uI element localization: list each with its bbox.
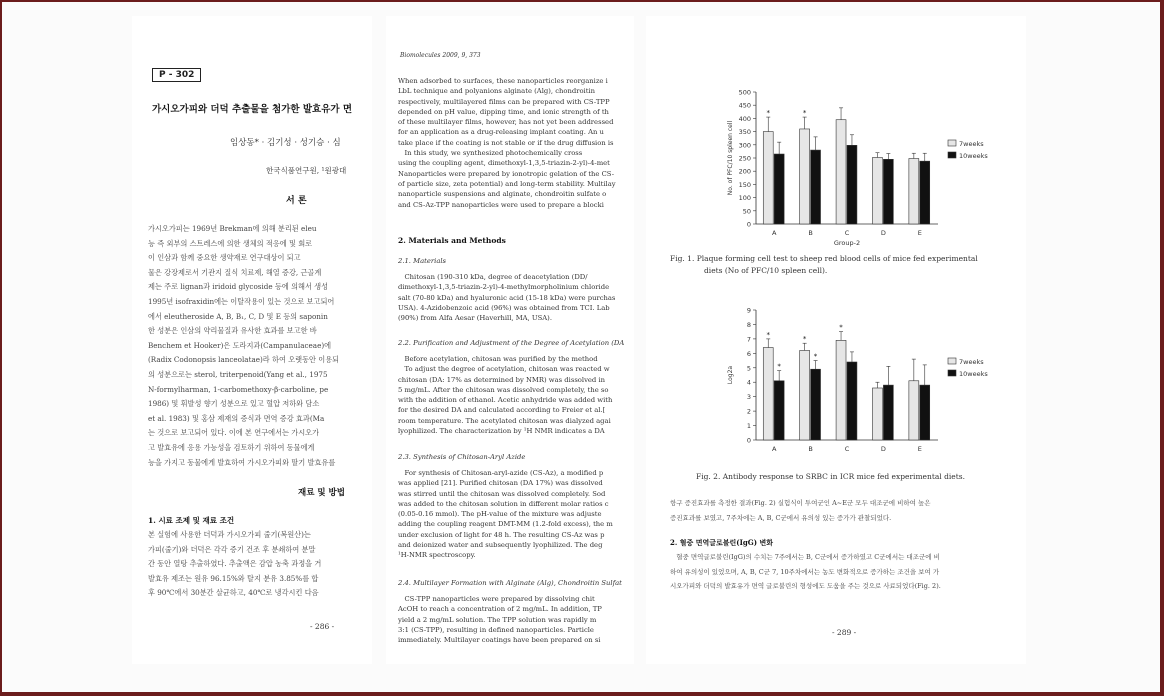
y-tick-label: 4 <box>746 378 751 387</box>
methods-heading: 2. Materials and Methods <box>398 236 506 245</box>
y-tick-label: 400 <box>738 114 751 123</box>
y-tick-label: 8 <box>746 320 751 329</box>
methods-subheading: 1. 시료 조제 및 재료 조건 <box>148 516 235 525</box>
y-tick-label: 6 <box>746 349 751 358</box>
x-tick-label: D <box>880 229 886 237</box>
significance-mark: * <box>802 109 807 118</box>
y-tick-label: 250 <box>738 154 751 163</box>
bar-10weeks <box>774 154 784 224</box>
right-page <box>646 16 1026 664</box>
bar-10weeks <box>920 385 930 440</box>
legend-label: 10weeks <box>959 152 988 160</box>
methods-heading: 재료 및 방법 <box>298 488 345 498</box>
legend-label: 10weeks <box>959 370 988 378</box>
legend-swatch-10weeks <box>948 152 956 158</box>
legend-swatch-10weeks <box>948 370 956 376</box>
significance-mark: * <box>766 330 770 339</box>
bar-10weeks <box>883 159 893 224</box>
y-tick-label: 50 <box>742 207 751 216</box>
fig1-chart <box>716 84 1006 249</box>
intro-paragraph: When adsorbed to surfaces, these nanoparticles reorganize i LbL technique and polyanions alginate (Alg), chondroitin respectively, multilayered films can be prepared with CS-TPP depended on pH value, dipping time, and ionic strength of th of these multilayer films, however, has not yet been addressed for an application as a drug-releasing implant coating. An u take place if the coating is not stable or if the drug diffusion is In this study, we synthesized photochemically cross using the coupling agent, dimethoxyl-1,3,5-triazin-2-yl)-4-met Nanoparticles were prepared by ionotropic gelation of the CS- of particle size, zeta potential) and long-term stability. Multilay nanoparticle suspensions and alginate, chondroitin sulfate o and CS-Az-TPP nanoparticles were used to prepare a blocki <box>398 77 616 209</box>
significance-mark: * <box>766 109 770 118</box>
x-tick-label: A <box>771 445 777 453</box>
legend-swatch-7weeks <box>948 140 956 146</box>
y-tick-label: 7 <box>746 335 751 344</box>
bar-7weeks <box>763 132 773 224</box>
authors: 임상동* · 김기성 · 성기승 · 심 <box>230 138 341 148</box>
bar-7weeks <box>763 348 773 440</box>
left-page <box>132 16 372 664</box>
bar-7weeks <box>872 388 882 440</box>
fig2-chart <box>716 302 1006 462</box>
right-page-number: - 289 - <box>832 628 857 637</box>
section-2-4-title: 2.4. Multilayer Formation with Alginate (Alg), Chondroitin Sulfat <box>398 579 622 587</box>
bar-7weeks <box>836 120 846 224</box>
x-tick-label: A <box>771 229 777 237</box>
x-tick-label: B <box>808 229 813 237</box>
y-tick-label: 150 <box>738 180 751 189</box>
methods-text: 본 실험에 사용한 더덕과 가시오가피 줄기(복원산)는 가피(줄기)와 더덕은 각각 증기 건조 후 분쇄하여 분말 간 동안 열탕 추출하였다. 추출액은 감압 농축 과정을 거 발효유 제조는 원유 96.15%와 탈지 분유 3.85%를 합 후 90℃에서 30분간 살균하고, 40℃로 냉각시킨 다음 <box>148 530 322 598</box>
y-tick-label: 350 <box>738 128 751 137</box>
section-2-3-title: 2.3. Synthesis of Chitosan-Aryl Azide <box>398 453 526 461</box>
bar-10weeks <box>847 145 857 224</box>
bar-7weeks <box>872 157 882 224</box>
bar-7weeks <box>836 340 846 440</box>
y-axis-label: No. of PFC/10 spleen cell <box>727 120 734 196</box>
igg-subheading: 2. 혈중 면역글로불린(IgG) 변화 <box>670 538 774 547</box>
section-2-4-text: CS-TPP nanoparticles were prepared by dissolving chit AcOH to reach a concentration of 2 mg/mL. In addition, TP yield a 2 mg/mL solution. The TPP solution was rapidly m 3:1 (CS-TPP), resulting in defined nanoparticles. Particle immediately. Multilayer coatings have been prepared on si <box>398 595 602 645</box>
section-2-2-title: 2.2. Purification and Adjustment of the Degree of Acetylation (DA <box>398 339 625 347</box>
intro-text: 가시오가피는 1969년 Brekman에 의해 분리된 eleu 능 즉 외부의 스트레스에 의한 생체의 적응에 및 회로 이 인삼과 함께 중요한 생약재로 연구대상이 되고 물은 강장제로서 기관지 질식 치료제, 해열 증강, 근골계 제는 주로 lignan과 iridoid glycoside 등에 의해서 생성 1995년 isofraxidin에는 이탈작용이 있는 것으로 보고되어 에서 eleutheroside A, B, B₁, C, D 및 E 등의 saponin 한 성분은 인삼의 약리물질과 유사한 효과를 보고한 바 Benchem et Hooker)은 도라지과(Campanulaceae)에 (Radix Codonopsis lanceolatae)라 하여 오랫동안 이용되 의 성분으로는 sterol, triterpenoid(Yang et al., 1975 N-formylharman, 1-carbomethoxy-β-carboline, pe 1986) 및 휘발성 향기 성분으로 있고 혈압 저하와 담소 et al. 1983) 및 홍삼 제재의 증식과 면역 증강 효과(Ma 는 것으로 보고되어 있다. 이에 본 연구에서는 가시오가 고 발효유에 응용 가능성을 검토하기 위하여 동물에게 능을 가지고 동물에게 발효하여 가시오가피와 딸기 발효유를 <box>148 224 340 467</box>
legend-label: 7weeks <box>959 140 984 148</box>
section-2-1-text: Chitosan (190-310 kDa, degree of deacetylation (DD/ dimethoxyl-1,3,5-triazin-2-yl)-4-methylmorpholinium chloride salt (70-80 kDa) and hyaluronic acid (15-18 kDa) were purchas USA). 4-Azidobenzoic acid (96%) was obtained from TCI. Lab (90%) from Alfa Aesar (Haverhill, MA, USA). <box>398 273 616 323</box>
x-tick-label: C <box>844 229 850 237</box>
bar-10weeks <box>774 381 784 440</box>
x-tick-label: C <box>844 445 850 453</box>
left-page-number: - 286 - <box>310 622 335 631</box>
y-tick-label: 500 <box>738 88 751 97</box>
section-2-1-title: 2.1. Materials <box>398 257 447 265</box>
x-tick-label: D <box>880 445 886 453</box>
y-tick-label: 3 <box>746 393 751 402</box>
x-tick-label: E <box>917 445 922 453</box>
x-tick-label: E <box>917 229 922 237</box>
y-tick-label: 0 <box>746 436 751 445</box>
bar-7weeks <box>800 129 810 224</box>
y-tick-label: 100 <box>738 194 751 203</box>
significance-mark: * <box>802 335 807 344</box>
bar-10weeks <box>811 150 821 224</box>
bar-10weeks <box>883 385 893 440</box>
page-code-box: P - 302 <box>152 68 201 82</box>
intro-heading: 서 론 <box>286 196 307 206</box>
x-tick-label: B <box>808 445 813 453</box>
middle-page <box>386 16 634 664</box>
fig1-caption-line2: diets (No of PFC/10 spleen cell). <box>704 266 828 275</box>
y-tick-label: 450 <box>738 101 751 110</box>
significance-mark: * <box>813 352 818 361</box>
fig2-caption: Fig. 2. Antibody response to SRBC in ICR mice fed experimental diets. <box>696 472 965 481</box>
results-text-1: 항구 증진효과를 측정한 결과(Fig. 2) 실험식이 투여군인 A~E군 모두 대조군에 비하여 높은 증진효과를 보였고, 7주차에는 A, B, C군에서 유의성 있는 증가가 관찰되었다. <box>670 499 931 522</box>
legend-swatch-7weeks <box>948 358 956 364</box>
section-2-2-text: Before acetylation, chitosan was purified by the method To adjust the degree of acetylation, chitosan was reacted w chitosan (DA: 17% as determined by NMR) was dissolved in 5 mg/mL. After the chitosan was dissolved completely, the so with the addition of ethanol. Acetic anhydride was added with for the desired DA and calculated according to Freier et al.[ room temperature. The acetylated chitosan was dialyzed agai lyophilized. The characterization by ¹H NMR indicates a DA <box>398 355 613 436</box>
y-tick-label: 1 <box>746 422 751 431</box>
y-tick-label: 200 <box>738 167 751 176</box>
y-tick-label: 0 <box>746 220 751 229</box>
running-head: Biomolecules 2009, 9, 373 <box>400 52 481 59</box>
affiliation: 한국식품연구원, ¹원광대 <box>266 166 347 175</box>
y-tick-label: 5 <box>746 364 751 373</box>
section-2-3-text: For synthesis of Chitosan-aryl-azide (CS-Az), a modified p was applied [21]. Purified chitosan (DA 17%) was dissolved was stirred until the chitosan was dissolved completely. Sod was added to the chitosan solution in different molar ratios c (0.05-0.16 mmol). The pH-value of the mixture was adjuste adding the coupling reagent DMT-MM (1.2-fold excess), the m under exclusion of light for 48 h. The resulting CS-Az was p and deionized water and subsequently lyophilized. The deg ¹H-NMR spectroscopy. <box>398 469 613 560</box>
bar-7weeks <box>909 381 919 440</box>
y-tick-label: 2 <box>746 407 751 416</box>
bar-10weeks <box>811 369 821 440</box>
significance-mark: * <box>777 362 781 371</box>
significance-mark: * <box>839 323 843 332</box>
fig1-caption: Fig. 1. Plaque forming cell test to sheep red blood cells of mice fed experimental <box>670 254 978 263</box>
bar-7weeks <box>909 159 919 224</box>
y-tick-label: 300 <box>738 141 751 150</box>
bar-7weeks <box>800 350 810 440</box>
legend-label: 7weeks <box>959 358 984 366</box>
bar-10weeks <box>847 362 857 440</box>
x-axis-label: Group-2 <box>833 239 861 247</box>
bar-10weeks <box>920 161 930 224</box>
paper-title: 가시오가피와 더덕 추출물을 첨가한 발효유가 면 <box>152 104 353 115</box>
results-text-2: 혈중 면역글로불린(IgG)의 수치는 7주에서는 B, C군에서 증가하였고 C군에서는 대조군에 비 하여 유의성이 있었으며, A, B, C군 7, 10주차에서는 농도 변화적으로 증가하는 조건을 보여 가 시오가피와 더덕의 발효유가 면역 글로불린의 형성에도 도움을 주는 것으로 사료되었다(Fig. 2). <box>670 553 941 591</box>
document-viewer <box>2 2 1160 692</box>
y-axis-label: Log2a <box>727 365 734 385</box>
y-tick-label: 9 <box>746 306 751 315</box>
